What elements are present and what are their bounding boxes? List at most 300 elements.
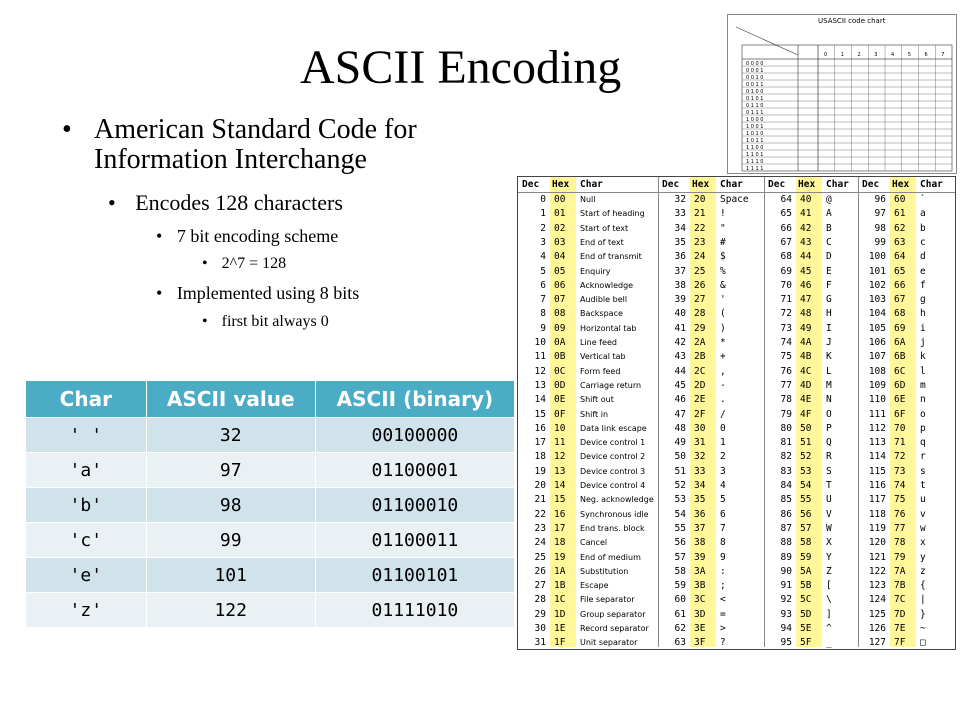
chart-char: p [920,422,926,434]
chart-hex: 16 [554,508,566,520]
chart-hex: 4C [800,365,812,377]
bullet-text: 7 bit encoding scheme [176,226,339,246]
chart-dec: 80 [780,422,792,434]
table-row [26,523,515,558]
cell-char: ' ' [26,418,147,453]
cell-binary: 01111010 [315,593,514,628]
chart-hex: 3D [694,608,706,620]
chart-char: h [920,308,926,320]
chart-dec: 76 [780,365,792,377]
chart-hex: 0E [554,394,566,406]
chart-hex: 0B [554,351,566,363]
chart-header-char: Char [720,179,743,190]
chart-hex: 2B [694,351,706,363]
chart-char: - [720,379,726,391]
chart-char: Unit separator [580,638,638,648]
chart-char: | [920,594,926,606]
chart-dec: 62 [674,623,686,634]
chart-char: Start of heading [580,209,645,219]
chart-dec: 121 [868,551,886,563]
chart-char: R [826,451,832,463]
chart-dec: 81 [780,437,792,449]
chart-dec: 123 [868,580,886,592]
svg-text:0 1 0 0: 0 1 0 0 [746,89,764,95]
chart-char: Line feed [580,338,617,347]
svg-text:0 0 1 1: 0 0 1 1 [746,82,764,88]
chart-dec: 75 [780,351,792,363]
chart-char: E [826,265,832,277]
chart-dec: 94 [780,623,792,634]
chart-hex: 41 [800,208,812,220]
chart-dec: 38 [674,279,686,291]
chart-char: Escape [580,581,609,591]
chart-hex: 75 [894,494,906,506]
chart-dec: 60 [674,594,686,606]
chart-hex: 17 [554,522,566,534]
cell-value: 99 [146,523,315,558]
chart-hex: 31 [694,437,706,449]
chart-char: x [920,537,926,549]
chart-hex: 2C [694,365,706,377]
chart-dec: 35 [674,236,686,248]
chart-hex: 5D [800,608,812,620]
chart-char: + [720,351,726,363]
chart-dec: 2 [540,222,546,234]
chart-char: X [826,537,832,549]
chart-dec: 117 [868,494,886,506]
bullet-dot: • [202,255,208,272]
chart-hex: 3F [694,637,706,649]
chart-char: ( [720,308,726,320]
bullet-text: Encodes 128 characters [135,190,343,215]
svg-text:1 0 0 0: 1 0 0 0 [746,117,764,123]
chart-char: e [920,265,926,277]
cell-binary: 01100001 [315,453,514,488]
chart-header-dec: Dec [522,179,540,190]
chart-char: * [720,337,726,348]
chart-dec: 97 [874,208,886,220]
chart-char: q [920,437,926,449]
svg-text:0 0 0 0: 0 0 0 0 [746,61,764,67]
svg-text:5: 5 [907,52,911,58]
chart-dec: 67 [780,236,792,248]
header-divider [518,192,955,193]
chart-char: V [826,508,832,520]
chart-char: d [920,251,926,263]
chart-char: 3 [720,465,726,477]
group-divider [764,177,765,647]
chart-char: Group separator [580,609,646,619]
chart-char: ' [720,294,726,306]
chart-char: Vertical tab [580,352,626,362]
chart-char: b [920,222,926,234]
chart-dec: 53 [674,494,686,506]
chart-char: " [720,222,726,234]
chart-hex: 30 [694,422,706,434]
chart-char: c [920,236,926,248]
chart-hex: 3C [694,594,706,606]
chart-dec: 9 [540,322,546,334]
chart-hex: 67 [894,294,906,306]
chart-hex: 7D [894,608,906,620]
chart-hex: 32 [694,451,706,463]
svg-text:6: 6 [924,52,928,58]
chart-dec: 88 [780,537,792,549]
chart-hex: 52 [800,451,812,463]
chart-dec: 50 [674,451,686,463]
usascii-chart-thumbnail [727,14,957,174]
chart-char: w [920,522,926,534]
svg-text:4: 4 [891,52,895,58]
bullet-text: Implemented using 8 bits [176,283,360,303]
chart-char: W [826,522,832,534]
chart-dec: 30 [534,623,546,634]
ascii-chart [517,176,956,650]
chart-dec: 74 [780,337,792,348]
svg-text:2: 2 [857,52,861,58]
chart-dec: 122 [868,565,886,577]
chart-char: H [826,308,832,320]
chart-char: D [826,251,832,263]
chart-hex: 39 [694,551,706,563]
chart-char: $ [720,251,726,263]
chart-char: Carriage return [580,380,642,390]
chart-char: [ [826,580,832,592]
chart-dec: 105 [868,322,886,334]
chart-hex: 25 [694,265,706,277]
chart-char: □ [920,637,926,649]
chart-hex: 1E [554,623,566,634]
chart-char: ; [720,580,726,592]
cell-binary: 01100101 [315,558,514,593]
chart-hex: 1A [554,565,566,577]
chart-hex: 79 [894,551,906,563]
chart-dec: 102 [868,279,886,291]
chart-header-char: Char [580,179,603,190]
chart-dec: 27 [534,580,546,592]
chart-hex: 01 [554,208,566,220]
chart-char: 7 [720,522,726,534]
chart-hex: 47 [800,294,812,306]
chart-dec: 10 [534,337,546,348]
chart-char: Record separator [580,624,649,633]
chart-dec: 23 [534,522,546,534]
chart-dec: 100 [868,251,886,263]
svg-text:0 1 1 0: 0 1 1 0 [746,103,764,109]
chart-dec: 84 [780,480,792,491]
chart-hex: 02 [554,222,566,234]
chart-dec: 8 [540,308,546,320]
chart-dec: 89 [780,551,792,563]
chart-dec: 72 [780,308,792,320]
chart-char: C [826,236,832,248]
chart-dec: 112 [868,422,886,434]
chart-char: : [720,565,726,577]
chart-hex: 63 [894,236,906,248]
chart-hex: 0F [554,408,566,420]
chart-char: End of medium [580,552,641,562]
header-char: Char [26,381,147,418]
svg-text:0 0 1 0: 0 0 1 0 [746,75,764,81]
chart-hex: 64 [894,251,906,263]
chart-char: o [920,408,926,420]
chart-char: ~ [920,623,926,634]
bullet-level3 [156,283,359,304]
chart-dec: 106 [868,337,886,348]
chart-char: k [920,351,926,363]
cell-value: 97 [146,453,315,488]
bullet-dot: • [62,114,72,145]
chart-char: Space [720,194,749,205]
chart-hex: 6D [894,379,906,391]
chart-hex: 5A [800,565,812,577]
chart-hex: 3B [694,580,706,592]
chart-char: N [826,394,832,406]
chart-hex: 4A [800,337,812,348]
chart-dec: 109 [868,379,886,391]
chart-dec: 116 [868,480,886,491]
chart-hex: 74 [894,480,906,491]
chart-hex: 7B [894,580,906,592]
chart-dec: 4 [540,251,546,263]
svg-text:7: 7 [941,52,945,58]
chart-hex: 33 [694,465,706,477]
chart-dec: 104 [868,308,886,320]
chart-hex: 14 [554,480,566,491]
bullet-dot: • [156,226,163,246]
chart-header-hex: Hex [552,179,570,190]
cell-value: 98 [146,488,315,523]
chart-hex: 28 [694,308,706,320]
table-row [26,488,515,523]
chart-hex: 6F [894,408,906,420]
table-header-row [26,381,515,418]
ascii-table [25,380,515,628]
bullet-dot: • [202,313,208,330]
chart-header-dec: Dec [662,179,680,190]
chart-dec: 61 [674,608,686,620]
chart-char: v [920,508,926,520]
chart-char: 6 [720,508,726,520]
chart-dec: 55 [674,522,686,534]
group-divider [658,177,659,647]
chart-hex: 1D [554,608,566,620]
chart-hex: 7E [894,623,906,634]
thumbnail-title: USASCII code chart [818,17,886,25]
chart-dec: 126 [868,623,886,634]
chart-char: ] [826,608,832,620]
svg-text:3: 3 [874,52,878,58]
chart-hex: 71 [894,437,906,449]
chart-dec: 37 [674,265,686,277]
chart-hex: 5E [800,623,812,634]
chart-hex: 5C [800,594,812,606]
chart-hex: 13 [554,465,566,477]
cell-binary: 01100011 [315,523,514,558]
chart-dec: 20 [534,480,546,491]
chart-hex: 72 [894,451,906,463]
chart-hex: 46 [800,279,812,291]
chart-char: Device control 2 [580,452,646,462]
table-row [26,593,515,628]
chart-hex: 48 [800,308,812,320]
chart-hex: 04 [554,251,566,263]
chart-char: < [720,594,726,606]
chart-hex: 1F [554,637,566,649]
chart-dec: 16 [534,422,546,434]
chart-dec: 52 [674,480,686,491]
chart-hex: 57 [800,522,812,534]
table-row [26,453,515,488]
chart-dec: 64 [780,194,792,205]
bullet-text: 2^7 = 128 [221,255,287,272]
chart-char: Z [826,565,832,577]
chart-hex: 2E [694,394,706,406]
chart-dec: 125 [868,608,886,620]
chart-char: A [826,208,832,220]
chart-hex: 20 [694,194,706,205]
chart-char: l [920,365,926,377]
chart-char: Audible bell [580,295,628,305]
chart-hex: 42 [800,222,812,234]
header-ascii-binary: ASCII (binary) [315,381,514,418]
chart-dec: 39 [674,294,686,306]
chart-dec: 77 [780,379,792,391]
chart-hex: 4F [800,408,812,420]
chart-dec: 17 [534,437,546,449]
chart-dec: 59 [674,580,686,592]
cell-value: 122 [146,593,315,628]
chart-dec: 68 [780,251,792,263]
chart-dec: 92 [780,594,792,606]
chart-char: 5 [720,494,726,506]
chart-dec: 90 [780,565,792,577]
table-row [26,418,515,453]
chart-hex: 36 [694,508,706,520]
chart-hex: 0A [554,337,566,348]
chart-dec: 29 [534,608,546,620]
chart-hex: 54 [800,480,812,491]
chart-dec: 6 [540,279,546,291]
group-divider [858,177,859,647]
chart-char: O [826,408,832,420]
chart-char: K [826,351,832,363]
chart-char: M [826,379,832,391]
chart-dec: 34 [674,222,686,234]
chart-hex: 5B [800,580,812,592]
chart-dec: 124 [868,594,886,606]
chart-hex: 44 [800,251,812,263]
chart-dec: 33 [674,208,686,220]
chart-hex: 5F [800,637,812,649]
chart-hex: 59 [800,551,812,563]
chart-header-hex: Hex [892,179,910,190]
bullet-level2 [108,190,343,216]
chart-header-hex: Hex [798,179,816,190]
chart-dec: 86 [780,508,792,520]
chart-hex: 00 [554,194,566,205]
chart-char: Y [826,551,832,563]
chart-char: Shift in [580,409,609,419]
chart-hex: 3A [694,565,706,577]
chart-dec: 110 [868,394,886,406]
chart-header-hex: Hex [692,179,710,190]
chart-dec: 63 [674,637,686,649]
chart-hex: 07 [554,294,566,306]
chart-hex: 43 [800,236,812,248]
chart-dec: 51 [674,465,686,477]
chart-char: Horizontal tab [580,323,637,333]
chart-dec: 48 [674,422,686,434]
chart-dec: 83 [780,465,792,477]
chart-hex: 55 [800,494,812,506]
chart-hex: 06 [554,279,566,291]
chart-dec: 41 [674,322,686,334]
bullet-dot: • [156,283,163,303]
chart-dec: 113 [868,437,886,449]
bullet-text: American Standard Code for Information Interchange [94,114,417,175]
chart-dec: 24 [534,537,546,549]
chart-hex: 0C [554,365,566,377]
svg-text:1 0 1 1: 1 0 1 1 [746,138,764,144]
chart-dec: 108 [868,365,886,377]
chart-char: ^ [826,623,832,634]
chart-char: % [720,265,726,277]
chart-char: Cancel [580,538,608,548]
chart-dec: 111 [868,408,886,420]
chart-dec: 14 [534,394,546,406]
chart-char: 4 [720,480,726,491]
chart-hex: 40 [800,194,812,205]
chart-char: t [920,480,926,491]
chart-hex: 11 [554,437,566,449]
chart-char: T [826,480,832,491]
chart-char: r [920,451,926,463]
chart-dec: 57 [674,551,686,563]
chart-header-dec: Dec [768,179,786,190]
table-row [26,558,515,593]
chart-dec: 82 [780,451,792,463]
chart-dec: 93 [780,608,792,620]
chart-hex: 37 [694,522,706,534]
chart-hex: 6A [894,337,906,348]
chart-char: \ [826,594,832,606]
thumbnail-grid [728,15,956,173]
chart-char: ? [720,637,726,649]
chart-hex: 3E [694,623,706,634]
chart-hex: 70 [894,422,906,434]
chart-char: . [720,394,726,406]
chart-hex: 68 [894,308,906,320]
chart-char: _ [826,637,832,649]
chart-hex: 6C [894,365,906,377]
chart-char: # [720,236,726,248]
chart-dec: 18 [534,451,546,463]
chart-char: Device control 3 [580,466,646,476]
chart-char: @ [826,194,832,205]
chart-dec: 13 [534,379,546,391]
chart-dec: 58 [674,565,686,577]
chart-hex: 24 [694,251,706,263]
chart-dec: 78 [780,394,792,406]
chart-dec: 43 [674,351,686,363]
chart-hex: 49 [800,322,812,334]
chart-header-char: Char [826,179,849,190]
svg-text:0: 0 [824,52,828,58]
chart-hex: 2D [694,379,706,391]
chart-char: 1 [720,437,726,449]
chart-hex: 62 [894,222,906,234]
